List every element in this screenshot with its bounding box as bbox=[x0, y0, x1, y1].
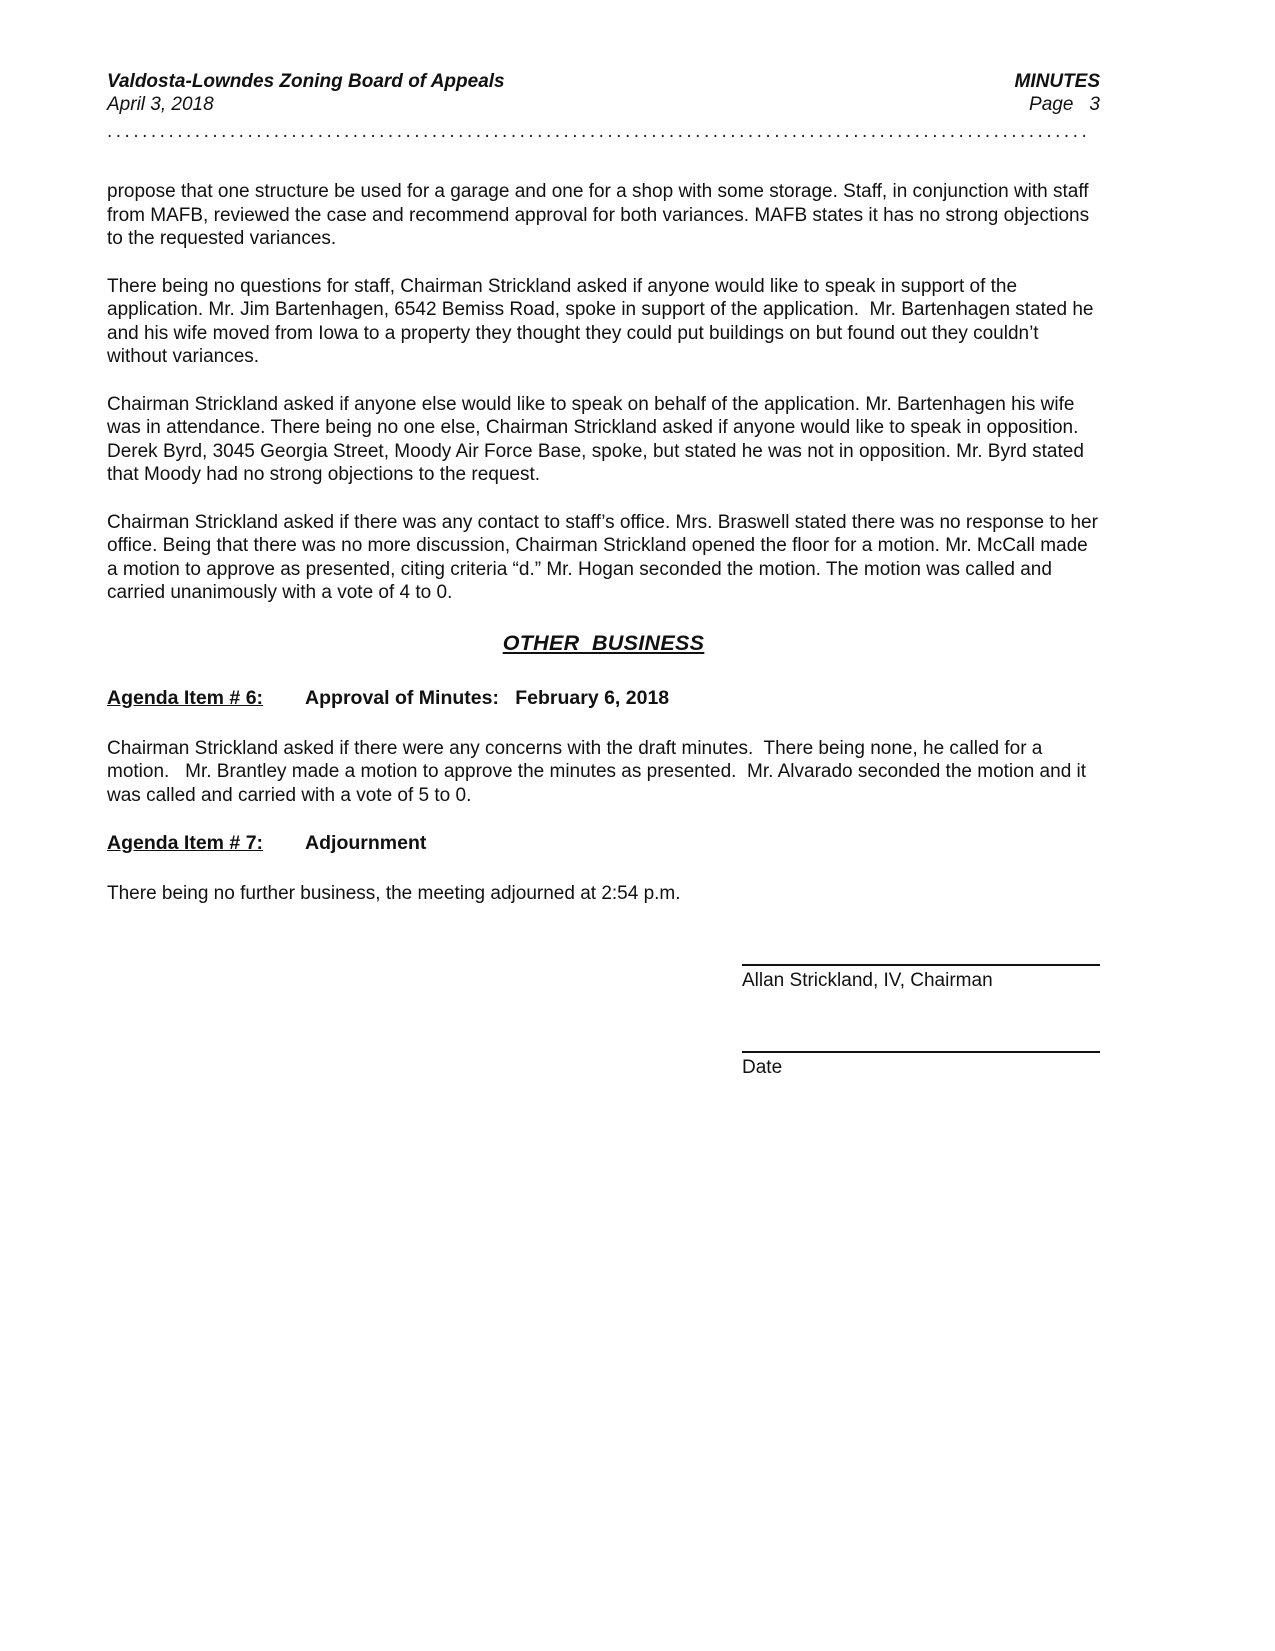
agenda-item-6-label: Agenda Item # 6: bbox=[107, 686, 264, 709]
header-row-2 bbox=[107, 93, 1100, 116]
other-business-heading bbox=[107, 631, 1100, 656]
paragraph-2: There being no questions for staff, Chairman Strickland asked if anyone would like to speak in support of the application. Mr. Jim Bartenhagen, 6542 Bemiss Road, spoke in support of the application. Mr. Bartenhagen stated he and his wife moved from Iowa to a property they thought they could put buildings on but found out they couldn’t without variances. bbox=[107, 275, 1099, 367]
signature-block bbox=[742, 964, 1100, 1080]
agenda-item-7-title: Adjournment bbox=[305, 832, 427, 854]
document-header bbox=[107, 70, 1100, 142]
chairman-signature-label: Allan Strickland, IV, Chairman bbox=[742, 969, 993, 991]
paragraph-5: Chairman Strickland asked if there were any concerns with the draft minutes. There being none, he called for a motion. Mr. Brantley made a motion to approve the minutes as presented. Mr. Alvarado seconded the motion and it was called and carried with a vote of 5 to 0. bbox=[107, 737, 1092, 806]
meeting-date: April 3, 2018 bbox=[107, 94, 214, 115]
page-label: Page bbox=[1029, 94, 1074, 115]
agenda-item-7 bbox=[107, 831, 1100, 855]
agenda-item-6 bbox=[107, 686, 1100, 710]
paragraph-4: Chairman Strickland asked if there was any contact to staff’s office. Mrs. Braswell stated there was no response to her office. Being that there was no more discussion, Chairman Strickland opened the floor for a motion. Mr. McCall made a motion to approve as presented, citing criteria “d.” Mr. Hogan seconded the motion. The motion was called and carried unanimously with a vote of 4 to 0. bbox=[107, 511, 1104, 603]
agenda-item-7-label: Agenda Item # 7: bbox=[107, 832, 264, 854]
agenda-item-6-title: Approval of Minutes: February 6, 2018 bbox=[305, 686, 670, 709]
other-business-heading-text: OTHER BUSINESS bbox=[502, 630, 705, 655]
page-indicator bbox=[1029, 93, 1100, 116]
doc-type-label: MINUTES bbox=[1014, 71, 1100, 92]
org-title: Valdosta-Lowndes Zoning Board of Appeals bbox=[107, 71, 505, 92]
page-number: 3 bbox=[1089, 94, 1100, 115]
paragraph-1: propose that one structure be used for a garage and one for a shop with some storage. Staff, in conjunction with staff from MAFB, reviewed the case and recommend approval for both variances. MAFB states it has no strong objections to the requested variances. bbox=[107, 181, 1095, 249]
document-body bbox=[107, 180, 1104, 906]
date-signature-label: Date bbox=[742, 1056, 783, 1078]
signature-spacer bbox=[742, 993, 1100, 1051]
paragraph-3: Chairman Strickland asked if anyone else would like to speak on behalf of the application. Mr. Bartenhagen his wife was in attendance. There being no one else, Chairman Strickland asked if anyone would like to speak in opposition. Derek Byrd, 3045 Georgia Street, Moody Air Force Base, spoke, but stated he was not in opposition. Mr. Byrd stated that Moody had no strong objections to the request. bbox=[107, 393, 1090, 485]
dotted-separator: ................................................................................................................ bbox=[107, 124, 1091, 142]
paragraph-6: There being no further business, the meeting adjourned at 2:54 p.m. bbox=[107, 883, 681, 904]
header-row-1 bbox=[107, 70, 1100, 93]
